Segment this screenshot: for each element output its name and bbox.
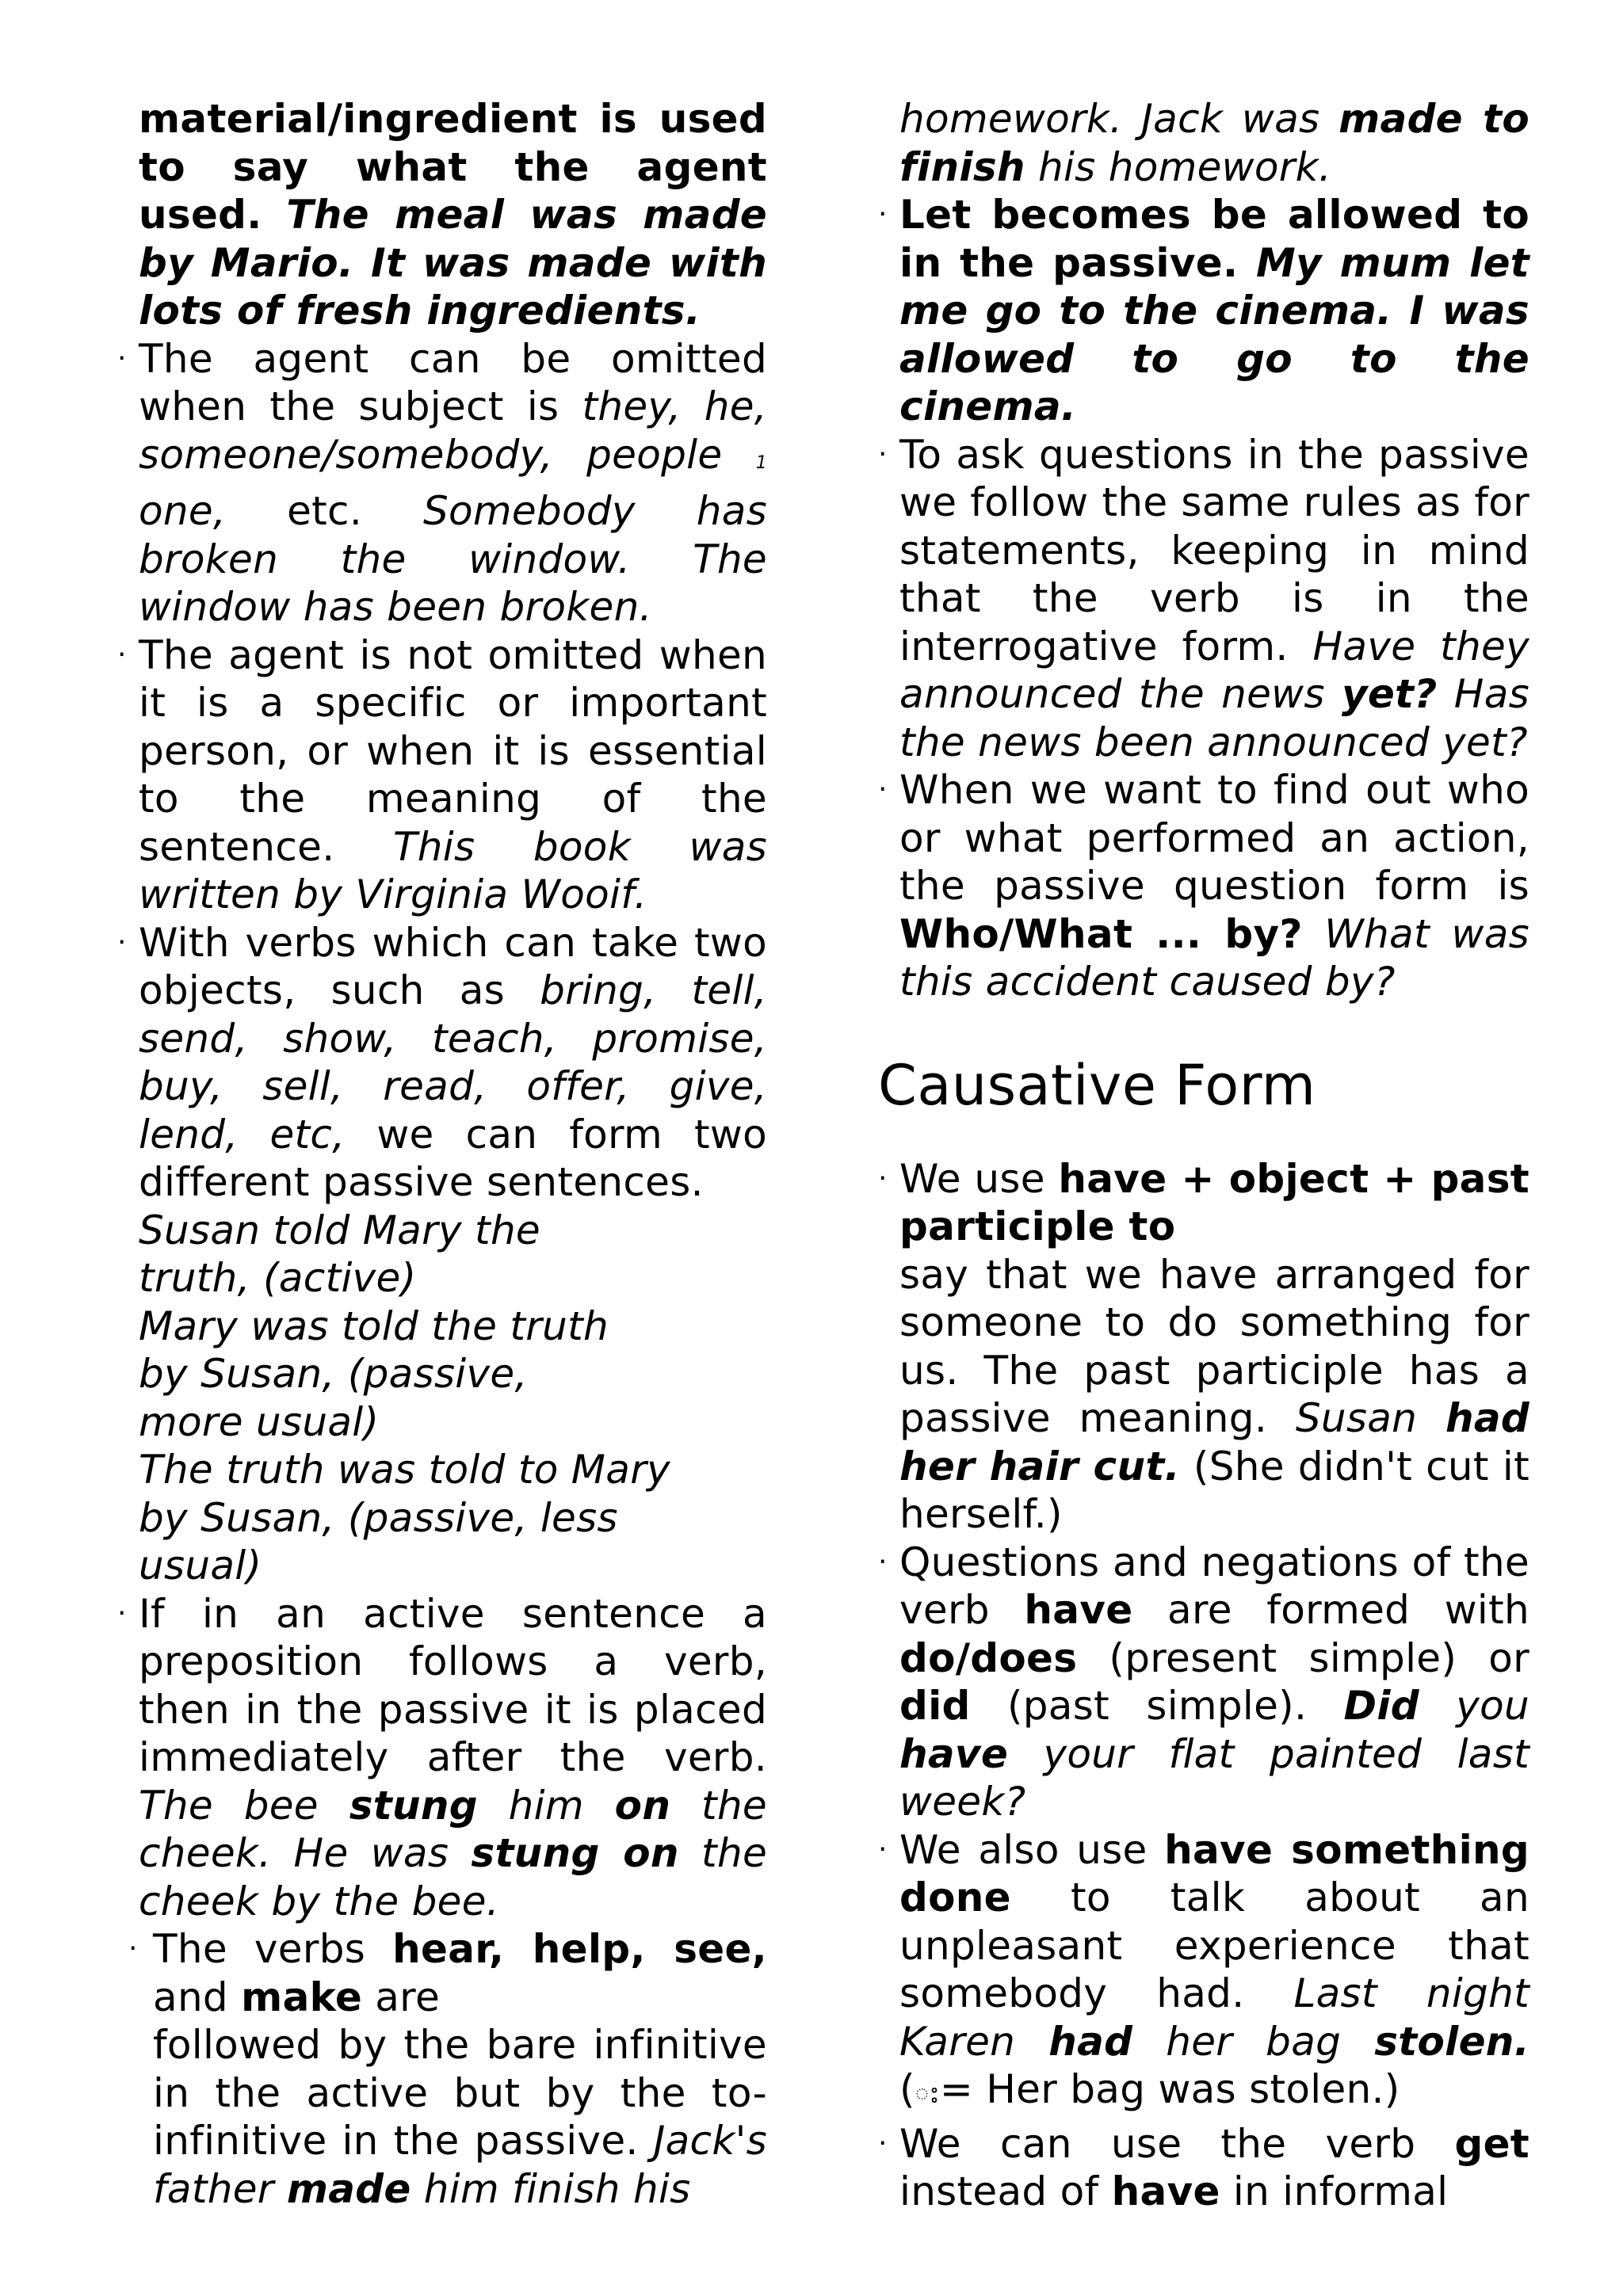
section-heading-causative-form: Causative Form (878, 1052, 1316, 1118)
example-text: the cheek. He was (139, 1782, 767, 1876)
bullet-icon: · (128, 1932, 138, 1965)
example-bold: had her hair cut. (899, 1395, 1529, 1489)
rule-text: The agent can be omitted when the subject is (139, 335, 767, 429)
rule-bold: have something done (899, 1826, 1529, 1920)
example-text: Last night Karen (899, 1970, 1529, 2065)
rule-text: are (362, 1974, 440, 2020)
rule-text: ( (899, 2066, 915, 2112)
rule-text: we can form two different passive sentences. (139, 1111, 767, 1205)
list-item-questions-negations (878, 1539, 1529, 1826)
rule-text: followed by the bare infinitive in the active but by the to-infinitive in the passive. (153, 2022, 767, 2164)
example-text: What was this accident caused by? (899, 910, 1529, 1005)
example-bold: yet? (1341, 671, 1438, 717)
rule-bold: make (241, 1974, 363, 2020)
rule-bold: have (1024, 1587, 1133, 1633)
example-bold: stung on (471, 1830, 679, 1876)
rule-text: in informal (1220, 2168, 1449, 2214)
list-item-let (878, 191, 1529, 431)
rule-text: are formed with (1132, 1587, 1530, 1633)
example-bold: My mum let me go to the cinema. I was allowed to go to the cinema. (899, 239, 1529, 429)
example-bold: had (1048, 2018, 1133, 2065)
list-item-have-object (878, 1155, 1529, 1539)
rule-bold: did (899, 1683, 971, 1729)
bullet-icon: · (878, 773, 888, 806)
rule-text: We use (899, 1155, 1059, 1202)
list-item-who-what-by (878, 766, 1529, 1006)
list-item-two-objects (117, 919, 767, 1207)
right-column (878, 95, 1529, 2216)
example-bold: stolen. (1374, 2018, 1529, 2065)
rule-bold: get (1454, 2120, 1529, 2167)
intro-paragraph (117, 95, 767, 335)
rule-text: to talk about an unpleasant experience that somebody had. (899, 1875, 1529, 2016)
example-passive-more-usual: Mary was told the truth by Susan, (passive, more usual) (139, 1302, 609, 1445)
list-item-questions (878, 431, 1529, 767)
rule-text: and (153, 1974, 242, 2020)
bullet-icon: · (117, 341, 127, 375)
bullet-icon: · (878, 437, 888, 471)
left-column (117, 95, 767, 2213)
example-text: The bee (139, 1782, 349, 1829)
rule-text: With verbs which can take two objects, such as (139, 919, 767, 1013)
rule-text: We can use the verb (899, 2120, 1455, 2167)
rule-bold: have + object + past participle to (899, 1155, 1529, 1249)
example-passive-less-usual: The truth was told to Mary by Susan, (passive, less usual) (139, 1447, 670, 1589)
bullet-icon: · (878, 2126, 888, 2160)
bullet-icon: · (117, 925, 127, 959)
rule-text: We also use (899, 1826, 1165, 1873)
bullet-icon: · (117, 638, 127, 671)
rule-text: Questions and negations of the verb (899, 1539, 1529, 1633)
rule-bold: Who/What ... by? (899, 910, 1303, 957)
rule-text: (present simple) or (1077, 1634, 1529, 1681)
example-bold: have (899, 1730, 1009, 1777)
example-text: bring, tell, send, show, teach, promise, buy, sell, read, offer, give, lend, etc, (139, 967, 767, 1158)
example-bold: made (286, 2165, 411, 2212)
rule-text: (past simple). (970, 1683, 1344, 1729)
bullet-icon: · (878, 1545, 888, 1578)
example-text: you (1419, 1683, 1529, 1729)
example-text: the cheek by the bee. (139, 1830, 768, 1924)
example-text: they, he, someone/somebody, people (139, 383, 767, 478)
list-item-have-something-done (878, 1826, 1529, 2120)
example-text: Has the news been announced yet? (899, 671, 1529, 765)
rule-bold: have (1111, 2168, 1220, 2214)
example-active: Susan told Mary the truth, (active) (139, 1207, 540, 1301)
example-text: Have they announced the news (899, 623, 1529, 717)
rule-text: To ask questions in the passive we follow the same rules as for statements, keeping in mind that the verb is in the interrogative form. (899, 431, 1529, 669)
intro-example: The meal was made by Mario. It was made with lots of fresh ingredients. (139, 192, 768, 334)
rule-bold: hear, help, see, (392, 1926, 767, 1972)
symbol-glyph: ះ (915, 2081, 940, 2109)
footnote-mark: 1 (755, 452, 767, 473)
list-item-bare-infinitive (117, 1925, 767, 2213)
list-item-agent-omitted (117, 335, 767, 631)
example-bold: stung (349, 1782, 478, 1829)
rule-text: The verbs (153, 1926, 393, 1972)
example-bold: made to finish (899, 96, 1529, 190)
rule-text: (She didn't cut it herself.) (899, 1443, 1529, 1537)
rule-text: = Her bag was stolen.) (939, 2066, 1400, 2112)
rule-text: If in an active sentence a preposition follows a verb, then in the passive it is placed immediately after the verb. (139, 1590, 767, 1780)
example-text: your flat painted last week? (899, 1730, 1529, 1825)
example-text: him (477, 1782, 615, 1829)
example-bold: on (614, 1782, 671, 1829)
rule-bold: Let becomes be allowed to in the passive. (899, 192, 1529, 286)
example-text: Jack's father (153, 2118, 767, 2212)
example-text: Susan (1295, 1395, 1445, 1441)
list-item-preposition (117, 1590, 767, 1926)
example-text: This book was written by Virginia Wooif. (139, 823, 767, 917)
bullet-icon: · (878, 198, 888, 231)
example-text: his homework. (1025, 143, 1332, 190)
example-text: one, (139, 488, 227, 534)
example-text: him finish his (411, 2165, 691, 2212)
example-text: homework. Jack was (899, 96, 1339, 142)
bullet-icon: · (117, 1596, 127, 1630)
rule-text: etc. (226, 488, 423, 534)
rule-text: When we want to find out who or what performed an action, the passive question form is (899, 767, 1529, 909)
rule-text: say that we have arranged for someone to do something for us. The past participle has a passive meaning. (899, 1251, 1529, 1441)
intro-rule-text: material/ingredient is used to say what the agent used. (139, 96, 767, 238)
list-item-get (878, 2120, 1529, 2216)
continued-example (878, 95, 1529, 191)
example-text: her bag (1132, 2018, 1375, 2065)
rule-text: instead of (899, 2168, 1112, 2214)
example-bold: Did (1343, 1683, 1419, 1729)
list-item-agent-not-omitted (117, 631, 767, 919)
bullet-icon: · (878, 1833, 888, 1866)
example-text: Somebody has broken the window. The window has been broken. (139, 488, 767, 630)
rule-text: The agent is not omitted when it is a specific or important person, or when it is essential to the meaning of the sentence. (139, 631, 767, 870)
rule-bold: do/does (899, 1634, 1078, 1681)
bullet-icon: · (878, 1161, 888, 1195)
